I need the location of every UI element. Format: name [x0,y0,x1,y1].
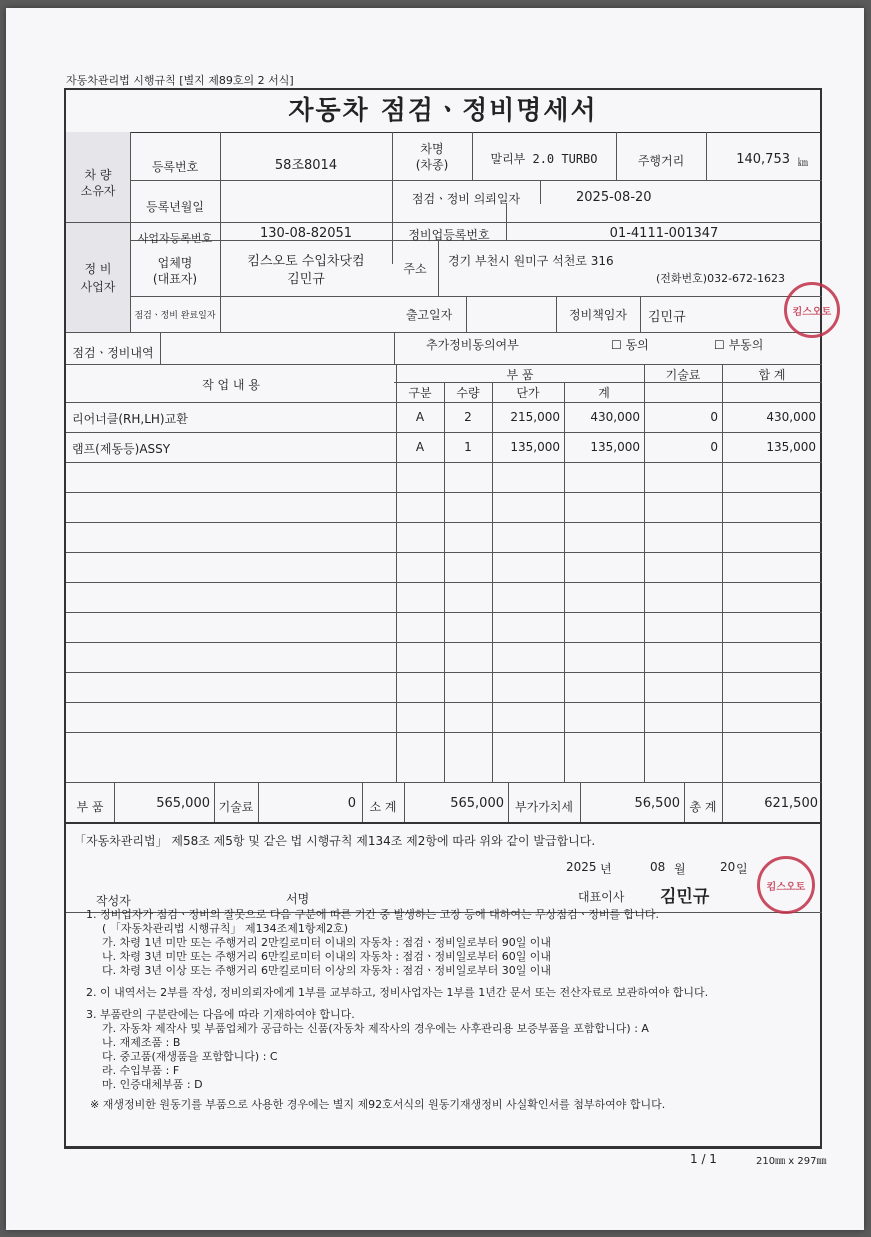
note-line: 다. 중고품(재생품을 포함합니다) : C [102,1050,278,1063]
issue-year: 2025 [566,860,597,874]
consent-label: 추가정비동의여부 [426,338,519,352]
release-date-label: 출고일자 [405,308,453,322]
col-sum-header: 계 [598,386,610,400]
representative-value: 김민규 [287,272,325,287]
row-qty: 2 [464,410,472,424]
summary-tech-label: 기술료 [218,800,254,814]
col-qty-header: 수량 [456,386,480,400]
grid-line [640,296,641,332]
col-unit-header: 단가 [516,386,540,400]
issue-month-unit: 월 [674,862,686,876]
col-type-header: 구분 [408,386,432,400]
grid-line [130,180,822,181]
shop-section-label: 정 비 [84,262,112,276]
row-type: A [415,440,425,454]
page-number: 1 / 1 [690,1152,717,1166]
issue-day: 20 [720,860,736,874]
mileage-label: 주행거리 [637,154,685,168]
bottom-rule [66,1146,822,1148]
row-type: A [415,410,425,424]
summary-tech-value: 0 [347,796,356,811]
request-date-label: 점검ㆍ정비 의뢰일자 [411,192,521,206]
grid-line [66,782,822,783]
grid-line [722,364,723,782]
issue-month: 08 [650,860,666,874]
row-tech: 0 [710,440,718,454]
row-unit: 135,000 [510,440,560,454]
address-value: 경기 부천시 원미구 석천로 316 [448,254,614,268]
shop-reg-value: 01-4111-001347 [609,226,719,241]
author-label: 작성자 [96,894,131,908]
row-sum: 135,000 [590,440,640,454]
note-line: 2. 이 내역서는 2부를 작성, 정비의뢰자에게 1부를 교부하고, 정비사업자는 1부를 1년간 문서 또는 전산자료로 보관하여야 합니다. [86,986,709,999]
company-name-value: 킴스오토 수입차닷컴 [247,254,365,269]
mileage-unit: ㎞ [798,158,808,169]
notes-section [66,908,822,1112]
consent-disagree-checkbox[interactable]: ☐ 부동의 [714,338,764,352]
note-line: 가. 자동차 제작사 및 부품업체가 공급하는 신품(자동차 제작사의 경우에는 사후관리용 보증부품을 포함합니다) : A [102,1022,649,1035]
row-total: 430,000 [766,410,816,424]
note-line: 3. 부품란의 구분란에는 다음에 따라 기재하여야 합니다. [86,1008,355,1021]
note-line: 라. 수입부품 : F [102,1064,180,1077]
grid-line [66,822,822,824]
note-line: ※ 재생정비한 원동기를 부품으로 사용한 경우에는 별지 제92호서식의 원동기재생정비 사실확인서를 첨부하여야 합니다. [90,1098,666,1111]
grid-line [644,364,645,782]
note-line: 가. 차령 1년 미만 또는 주행거리 2만킬로미터 이내의 자동차 : 점검ㆍ정비일로부터 90일 이내 [102,936,552,949]
summary-parts-label: 부 품 [76,800,104,814]
reg-no-value: 58조8014 [274,158,338,173]
form-title: 자동차 점검ㆍ정비명세서 [66,90,820,133]
owner-section-label: 차 량 [84,168,112,182]
summary-vat-value: 56,500 [634,796,680,811]
grid-line [66,222,822,223]
car-name-value: 말리부 2.0 TURBO [490,152,598,166]
note-line: 마. 인증대체부품 : D [102,1078,203,1091]
company-seal-stamp: 킴스오토 [784,282,840,338]
car-name-label-2: (차종) [415,158,449,172]
work-header: 작 업 내 용 [202,378,260,392]
sign-label: 서명 [286,892,310,906]
company-label-2: (대표자) [152,272,198,286]
grid-line [160,332,161,364]
reg-date-label: 등록년월일 [146,200,204,214]
form-header-note: 자동차관리법 시행규칙 [별지 제89호의 2 서식] [66,74,294,87]
parts-header: 부 품 [506,368,534,382]
note-line: 나. 재제조품 : B [102,1036,181,1049]
row-work: 리어너클(RH,LH)교환 [72,412,188,426]
address-label: 주소 [403,262,427,276]
issue-statement: 「자동차관리법」 제58조 제5항 및 같은 법 시행규칙 제134조 제2항에 따라 위와 같이 발급합니다. [74,834,596,848]
summary-subtotal-value: 565,000 [450,796,504,811]
rep-name: 김민규 [660,887,710,907]
reg-no-label: 등록번호 [151,160,199,174]
row-unit: 215,000 [510,410,560,424]
shop-reg-label: 정비업등록번호 [408,228,490,242]
note-line: 나. 차령 3년 미만 또는 주행거리 6만킬로미터 이내의 자동차 : 점검ㆍ정비일로부터 60일 이내 [102,950,552,963]
row-work: 램프(제동등)ASSY [72,442,171,456]
grid-line [394,332,395,364]
tech-fee-header: 기술료 [665,368,701,382]
summary-total-label: 총 계 [689,800,717,814]
paper-size: 210㎜ x 297㎜ [756,1156,827,1167]
complete-date-label: 점검ㆍ정비 완료일자 [134,311,216,321]
request-date-value: 2025-08-20 [576,190,652,205]
issue-year-unit: 년 [600,862,612,876]
grid-line [438,240,439,296]
rep-label: 대표이사 [578,890,625,904]
issue-day-unit: 일 [736,862,748,876]
grid-line [396,364,397,782]
car-name-label: 차명 [420,142,444,156]
row-sum: 430,000 [590,410,640,424]
note-line: 다. 차령 3년 이상 또는 주행거리 6만킬로미터 이상의 자동차 : 점검ㆍ정비일로부터 30일 이내 [102,964,552,977]
summary-parts-value: 565,000 [156,796,210,811]
summary-vat-label: 부가가치세 [515,800,573,814]
manager-value: 김민규 [648,310,686,325]
grid-line [466,296,467,332]
grid-line [540,180,541,204]
biz-no-value: 130-08-82051 [259,226,353,241]
row-qty: 1 [464,440,472,454]
mileage-value: 140,753 [736,152,790,167]
grid-line [130,296,822,297]
row-tech: 0 [710,410,718,424]
representative-seal-stamp: 킴스오토 [757,856,815,914]
total-header: 합 계 [758,368,786,382]
summary-total-value: 621,500 [764,796,818,811]
consent-agree-checkbox[interactable]: ☐ 동의 [611,338,649,352]
grid-line [66,332,822,333]
owner-section-label-2: 소유자 [80,184,116,198]
grid-line [66,364,822,365]
summary-subtotal-label: 소 계 [369,800,397,814]
shop-section-label-2: 사업자 [80,280,116,294]
note-line: 1. 정비업자가 점검ㆍ정비의 잘못으로 다음 구분에 따른 기간 중 발생하는 고장 등에 대하여는 무상점검ㆍ정비를 합니다. [86,908,659,921]
company-label: 업체명 [157,256,193,270]
row-total: 135,000 [766,440,816,454]
shop-label-cell [66,222,130,332]
note-line: ( 「자동차관리법 시행규칙」 제134조제1항제2호) [102,922,349,935]
biz-no-label: 사업자등록번호 [137,232,213,245]
details-label: 점검ㆍ정비내역 [72,346,154,360]
manager-label: 정비책임자 [569,308,627,322]
phone-value: (전화번호)032-672-1623 [656,272,786,285]
